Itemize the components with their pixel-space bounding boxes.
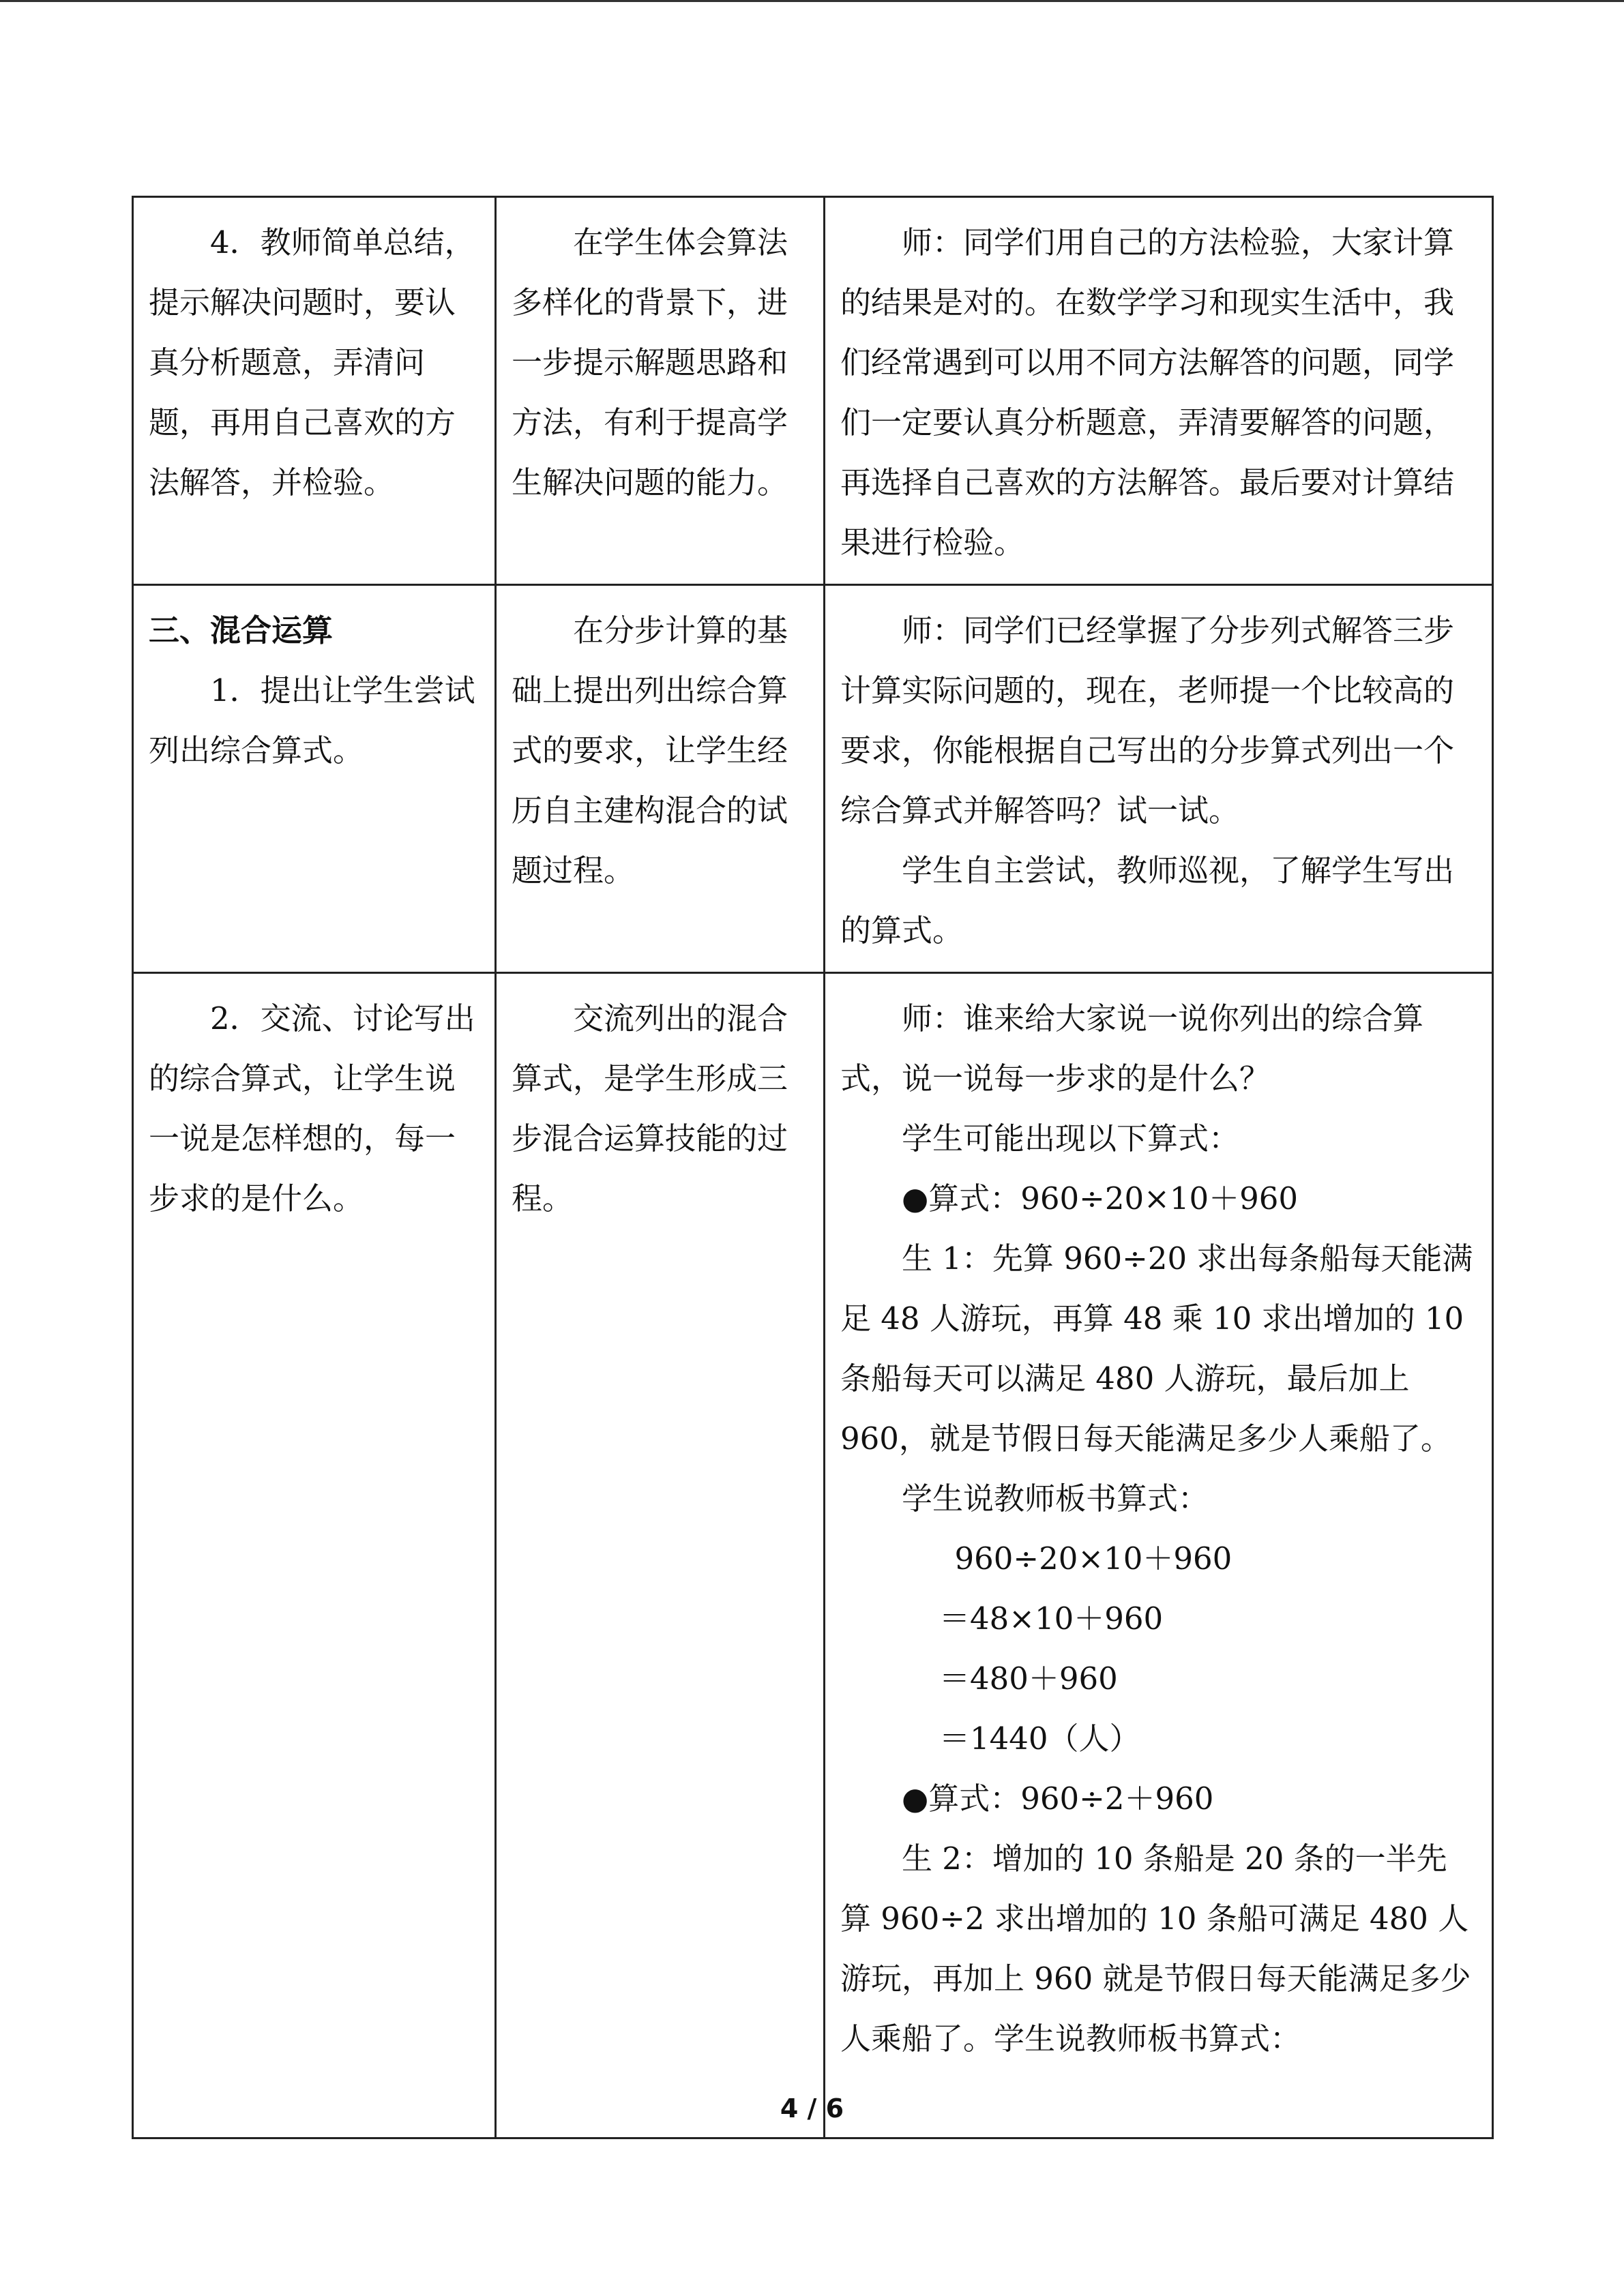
equation-line: 960÷20×10＋960 [954,1540,1232,1577]
equation-line: ＝48×10＋960 [939,1600,1164,1637]
formula-line: ●算式：960÷20×10＋960 [902,1180,1298,1217]
page-number: 4 / 6 [780,2093,844,2123]
activity-text: 师：谁来给大家说一说你列出的综合算式，说一说每一步求的是什么？ [840,1000,1424,1097]
activity-text: 生 1：先算 960÷20 求出每条船每天能满足 48 人游玩，再算 48 乘 10 求出增加的 10 条船每天可以满足 480 人游玩，最后加上 960，就是节假日每天能满足多少人乘船了。 [840,1240,1473,1457]
table-row [133,585,1493,973]
step-cell [133,585,496,973]
step-text: 4．教师简单总结，提示解决问题时，要认真分析题意，弄清问题，再用自己喜欢的方法解答，并检验。 [149,224,475,501]
activity-text: 师：同学们已经掌握了分步列式解答三步计算实际问题的，现在，老师提一个比较高的要求，你能根据自己写出的分步算式列出一个综合算式并解答吗？试一试。 [840,612,1455,829]
step-cell [133,973,496,2138]
step-text: 1．提出让学生尝试列出综合算式。 [149,672,475,769]
equation-line: ＝1440（人） [939,1720,1140,1757]
intent-text: 在学生体会算法多样化的背景下，进一步提示解题思路和方法，有利于提高学生解决问题的能力。 [512,224,788,501]
intent-cell [496,585,825,973]
activity-text: 学生自主尝试，教师巡视，了解学生写出的算式。 [840,852,1455,949]
intent-cell [496,973,825,2138]
formula-line: ●算式：960÷2＋960 [902,1780,1214,1817]
activity-text: 师：同学们用自己的方法检验，大家计算的结果是对的。在数学学习和现实生活中，我们经常遇到可以用不同方法解答的问题，同学们一定要认真分析题意，弄清要解答的问题，再选择自己喜欢的方法解答。最后要对计算结果进行检验。 [840,224,1455,561]
activity-cell [825,973,1493,2138]
table-row [133,973,1493,2138]
section-heading: 三、混合运算 [149,612,334,648]
table-row [133,197,1493,585]
lesson-plan-table [132,196,1494,2139]
intent-text: 交流列出的混合算式，是学生形成三步混合运算技能的过程。 [512,1000,788,1217]
activity-cell [825,585,1493,973]
activity-text: 学生说教师板书算式： [902,1480,1209,1517]
activity-text: 学生可能出现以下算式： [902,1120,1240,1157]
activity-cell [825,197,1493,585]
intent-cell [496,197,825,585]
page-top-border [0,0,1624,2]
step-text: 2．交流、讨论写出的综合算式，让学生说一说是怎样想的，每一步求的是什么。 [149,1000,475,1217]
step-cell [133,197,496,585]
intent-text: 在分步计算的基础上提出列出综合算式的要求，让学生经历自主建构混合的试题过程。 [512,612,788,889]
activity-text: 生 2：增加的 10 条船是 20 条的一半先算 960÷2 求出增加的 10 条船可满足 480 人游玩，再加上 960 就是节假日每天能满足多少人乘船了。学生说教师板书算式： [840,1840,1471,2057]
equation-line: ＝480＋960 [939,1660,1118,1697]
